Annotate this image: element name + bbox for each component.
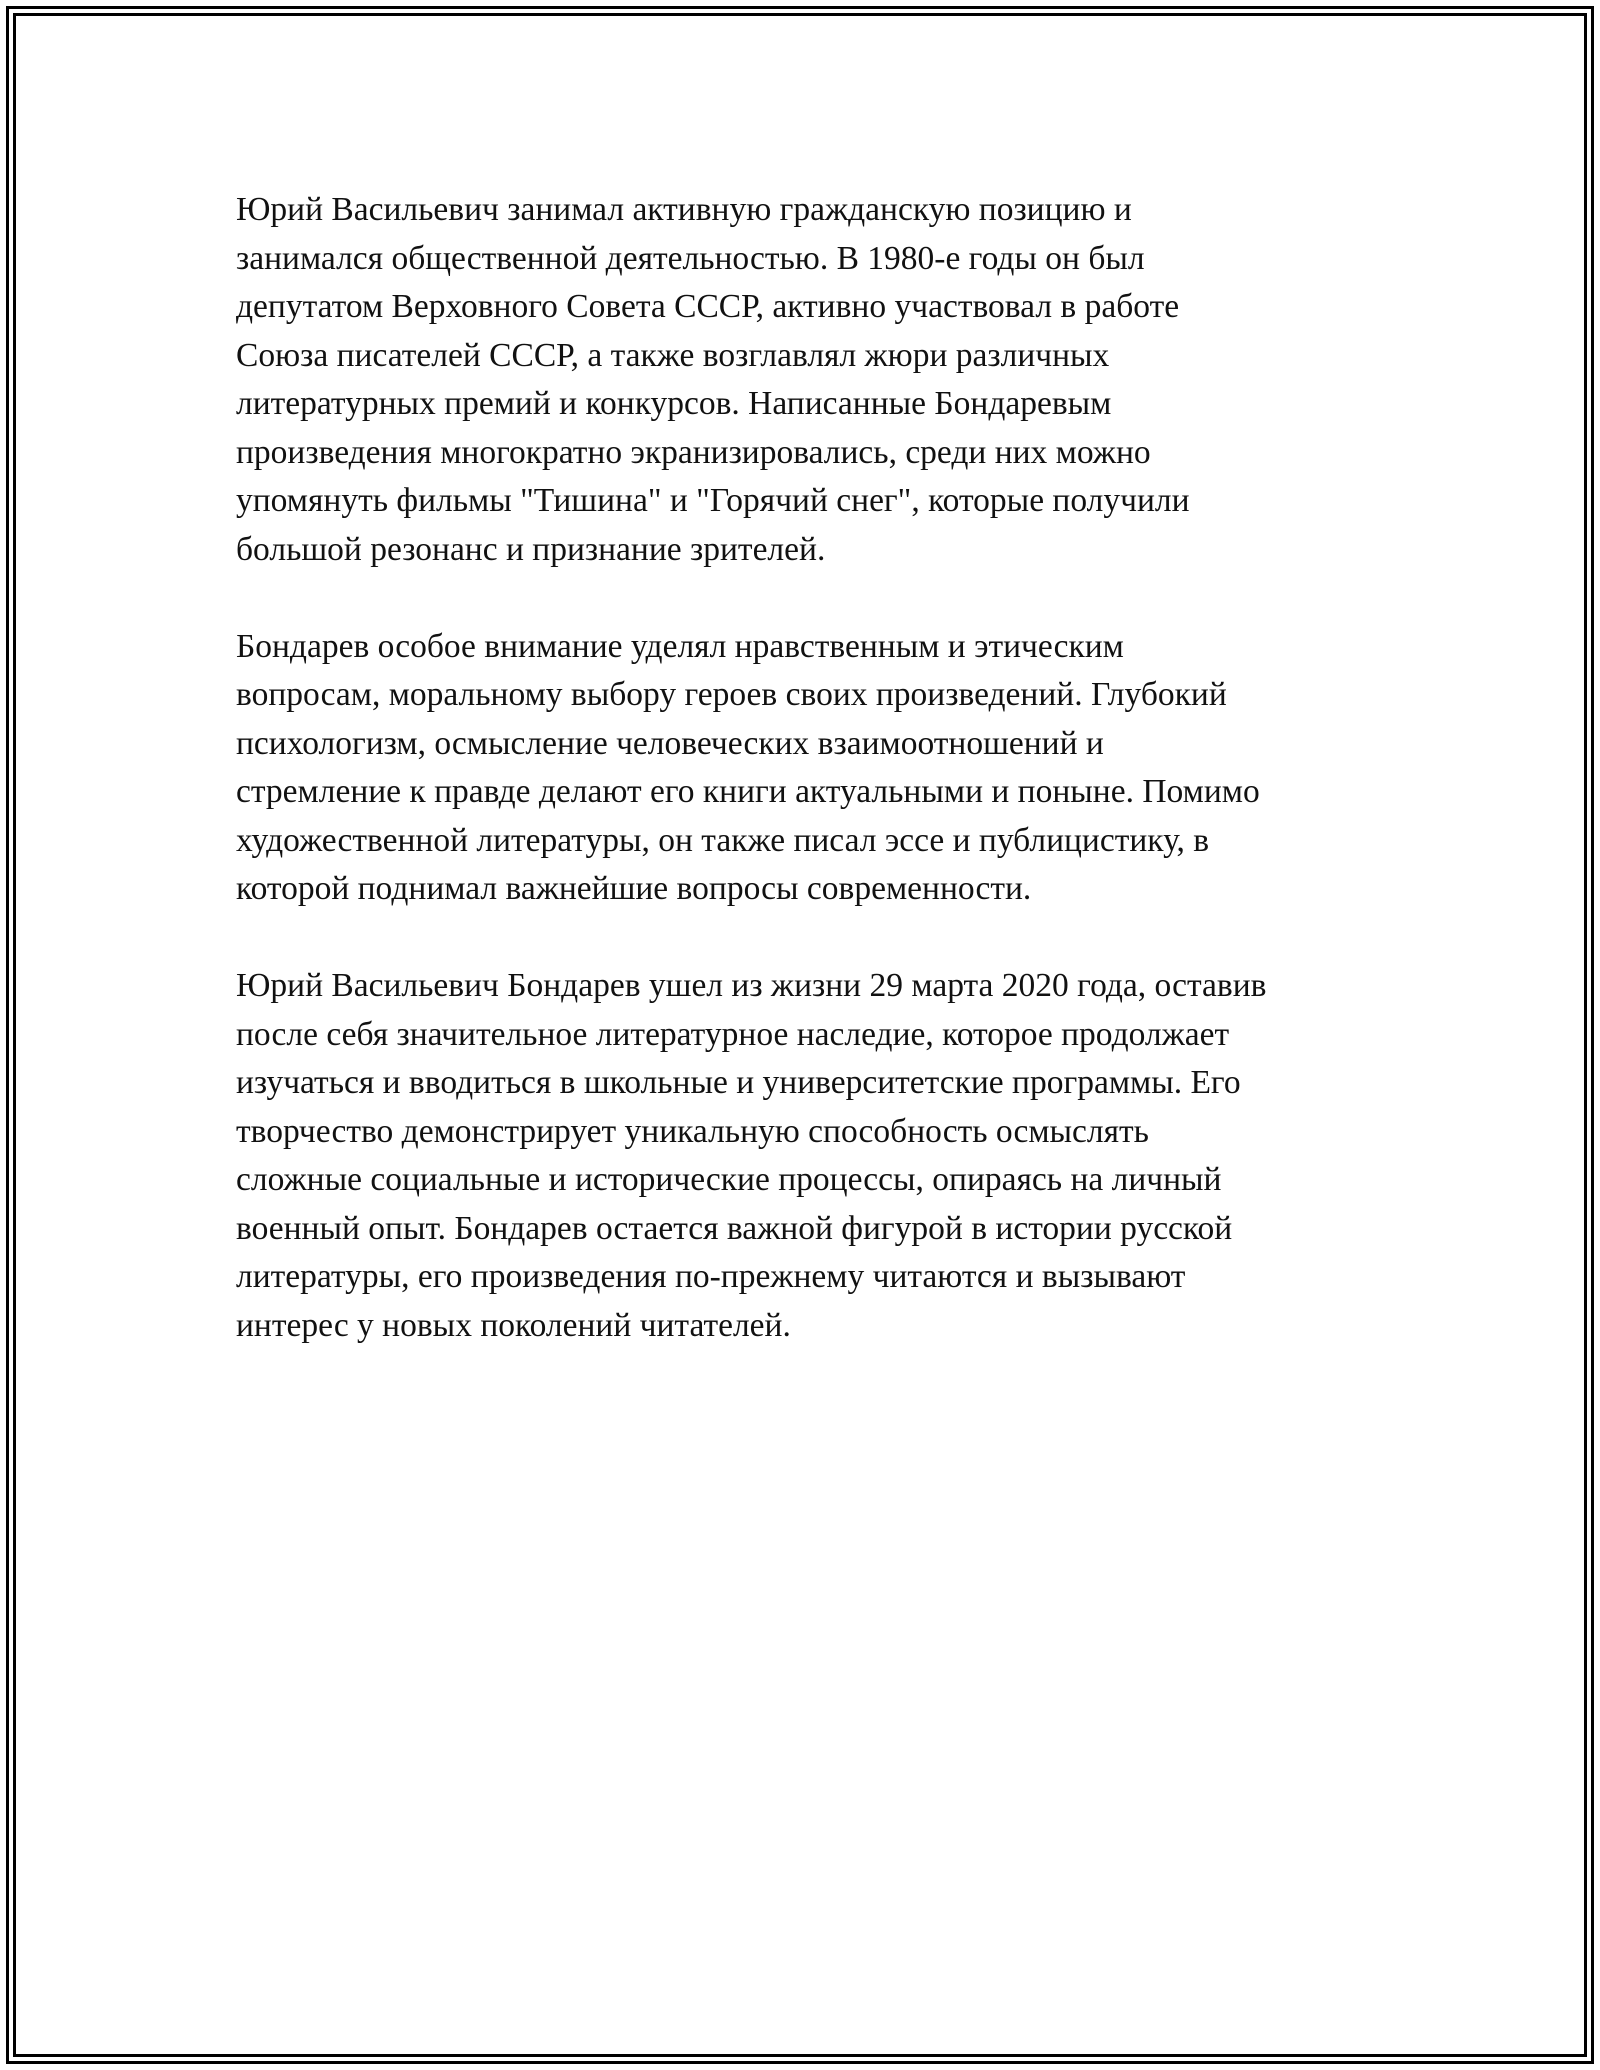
text-line: творчество демонстрирует уникальную способность осмыслять bbox=[236, 1112, 1149, 1150]
text-line: психологизм, осмысление человеческих взаимоотношений и bbox=[236, 724, 1104, 762]
text-line: занимался общественной деятельностью. В 1980-е годы он был bbox=[236, 239, 1145, 277]
text-line: изучаться и вводиться в школьные и университетские программы. Его bbox=[236, 1064, 1241, 1101]
text-line: художественной литературы, он также писал эссе и публицистику, в bbox=[236, 821, 1210, 859]
text-line: депутатом Верховного Совета СССР, активно участвовал в работе bbox=[236, 288, 1180, 325]
paragraph-3 bbox=[236, 962, 1416, 1350]
text-line: упомянуть фильмы "Тишина" и "Горячий снег", которые получили bbox=[236, 482, 1190, 519]
text-line: которой поднимал важнейшие вопросы современности. bbox=[236, 870, 1032, 907]
text-line: Юрий Васильевич Бондарев ушел из жизни 29 марта 2020 года, оставив bbox=[236, 967, 1267, 1004]
text-line: литературы, его произведения по-прежнему читаются и вызывают bbox=[236, 1258, 1186, 1295]
text-line: литературных премий и конкурсов. Написанные Бондаревым bbox=[236, 385, 1112, 422]
document-body bbox=[236, 186, 1416, 1399]
text-line: произведения многократно экранизировались, среди них можно bbox=[236, 433, 1151, 471]
text-line: Юрий Васильевич занимал активную гражданскую позицию и bbox=[236, 191, 1132, 228]
text-line: вопросам, моральному выбору героев своих произведений. Глубокий bbox=[236, 676, 1227, 713]
text-line: большой резонанс и признание зрителей. bbox=[236, 530, 826, 568]
paragraph-1 bbox=[236, 186, 1416, 574]
text-line: Бондарев особое внимание уделял нравственным и этическим bbox=[236, 627, 1124, 665]
paragraph-2 bbox=[236, 623, 1416, 914]
text-line: военный опыт. Бондарев остается важной фигурой в истории русской bbox=[236, 1209, 1233, 1247]
text-line: интерес у новых поколений читателей. bbox=[236, 1306, 791, 1344]
text-line: после себя значительное литературное наследие, которое продолжает bbox=[236, 1015, 1230, 1053]
text-line: стремление к правде делают его книги актуальными и поныне. Помимо bbox=[236, 773, 1260, 810]
text-line: сложные социальные и исторические процессы, опираясь на личный bbox=[236, 1161, 1222, 1198]
text-line: Союза писателей СССР, а также возглавлял жюри различных bbox=[236, 336, 1110, 374]
